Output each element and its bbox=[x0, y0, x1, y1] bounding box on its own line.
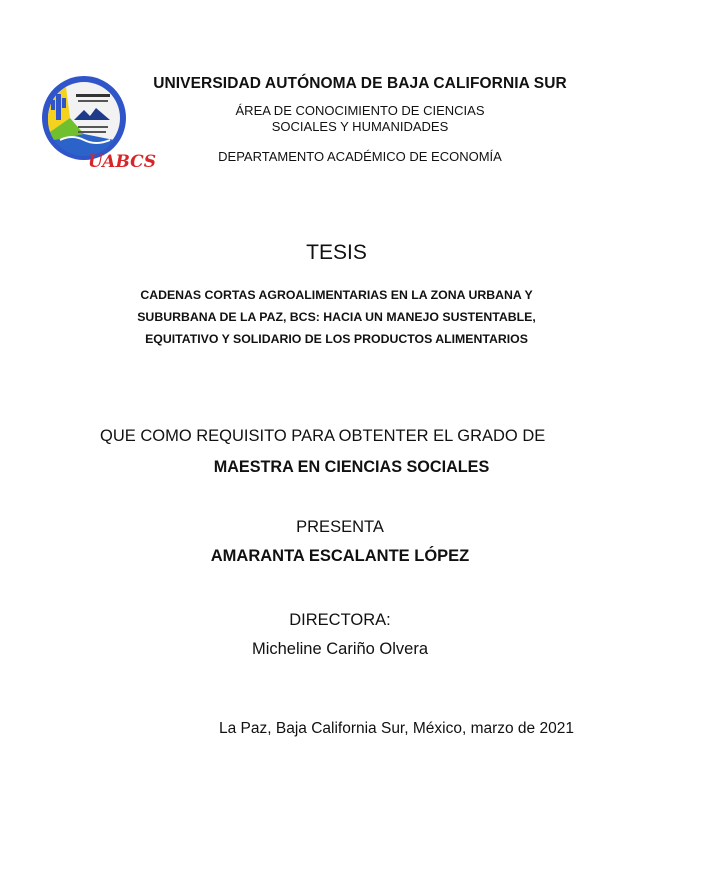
university-name: UNIVERSIDAD AUTÓNOMA DE BAJA CALIFORNIA SUR bbox=[153, 75, 567, 92]
thesis-title-line-2: SUBURBANA DE LA PAZ, BCS: HACIA UN MANEJO SUSTENTABLE, bbox=[137, 310, 536, 324]
degree-requirement: QUE COMO REQUISITO PARA OBTENTER EL GRADO DE bbox=[100, 427, 546, 445]
degree-name: MAESTRA EN CIENCIAS SOCIALES bbox=[213, 458, 490, 476]
place-and-date: La Paz, Baja California Sur, México, marzo de 2021 bbox=[219, 720, 574, 737]
presents-label: PRESENTA bbox=[296, 518, 384, 536]
document-type: TESIS bbox=[306, 241, 367, 264]
thesis-title-line-3: EQUITATIVO Y SOLIDARIO DE LOS PRODUCTOS ALIMENTARIOS bbox=[145, 332, 528, 346]
area-line-2: SOCIALES Y HUMANIDADES bbox=[271, 119, 449, 134]
university-logo-icon bbox=[40, 74, 156, 172]
director-name: Micheline Cariño Olvera bbox=[251, 640, 429, 658]
logo-wordmark: UABCS bbox=[88, 152, 156, 172]
director-label: DIRECTORA: bbox=[289, 611, 391, 629]
area-line-1: ÁREA DE CONOCIMIENTO DE CIENCIAS bbox=[235, 103, 485, 118]
author-name: AMARANTA ESCALANTE LÓPEZ bbox=[210, 547, 470, 565]
thesis-title-line-1: CADENAS CORTAS AGROALIMENTARIAS EN LA ZONA URBANA Y bbox=[140, 288, 533, 302]
department-name: DEPARTAMENTO ACADÉMICO DE ECONOMÍA bbox=[218, 149, 502, 164]
